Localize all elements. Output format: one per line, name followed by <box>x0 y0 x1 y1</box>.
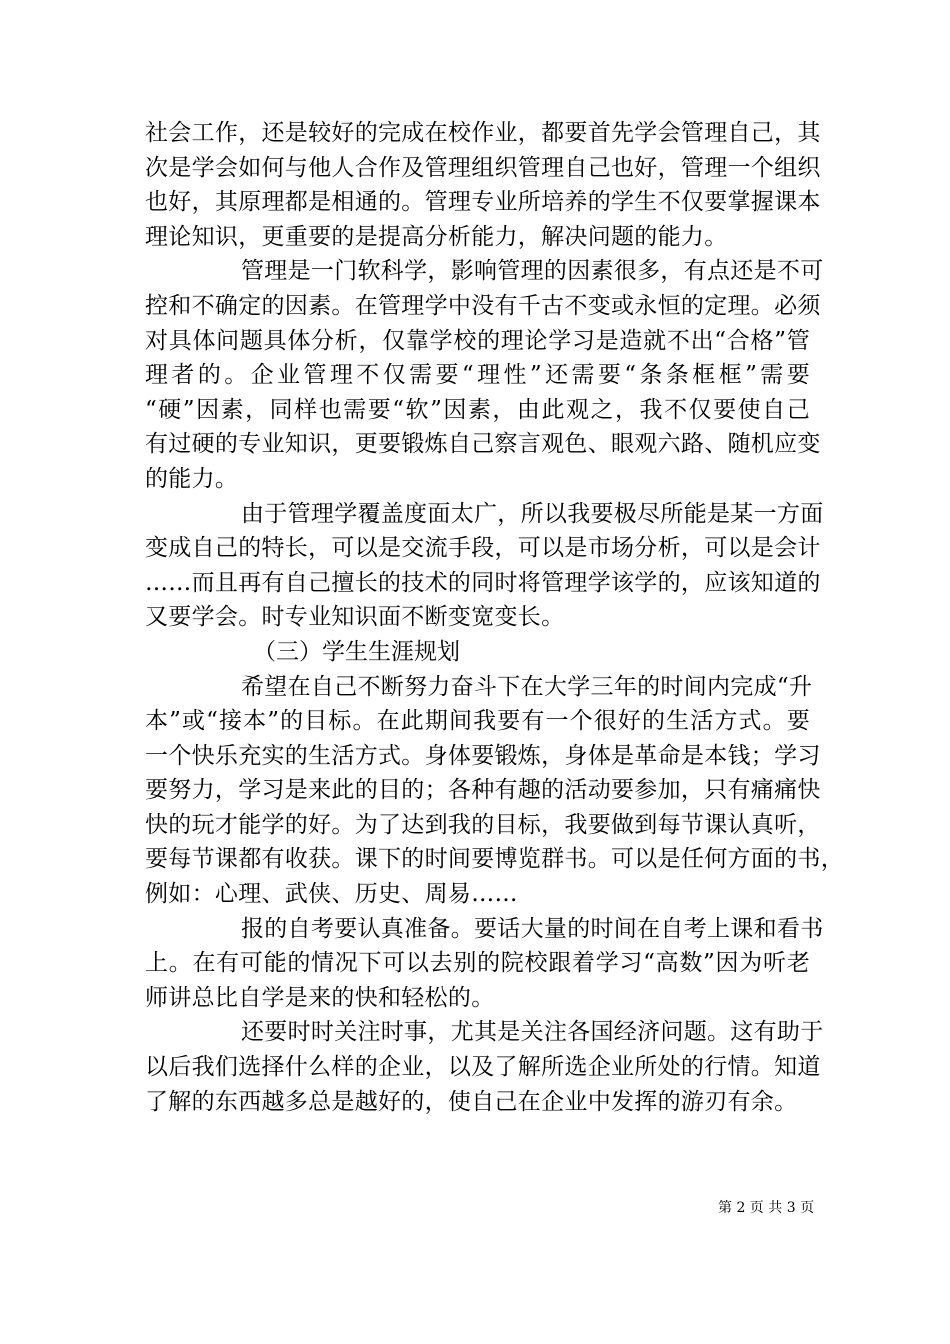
text-line: 对具体问题具体分析，仅靠学校的理论学习是造就不出“合格”管 <box>145 327 810 354</box>
text-line: 的能力。 <box>145 465 239 492</box>
text-line: 也好，其原理都是相通的。管理专业所培养的学生不仅要掌握课本 <box>145 189 821 216</box>
text-line: 了解的东西越多总是越好的，使自己在企业中发挥的游刃有余。 <box>145 1088 798 1115</box>
text-line: 有过硬的专业知识，更要锻炼自己察言观色、眼观六路、随机应变 <box>145 431 821 458</box>
text-line: 上。在有可能的情况下可以去别的院校跟着学习“高数”因为听老 <box>145 950 810 977</box>
paragraph <box>145 254 824 496</box>
text-line: 社会工作，还是较好的完成在校作业，都要首先学会管理自己，其 <box>145 120 821 146</box>
paragraph <box>145 116 821 254</box>
text-line: “硬”因素，同样也需要“软”因素，由此观之，我不仅要使自己 <box>145 396 810 423</box>
text-line: 以后我们选择什么样的企业，以及了解所选企业所处的行情。知道 <box>145 1054 821 1081</box>
text-line: 快的玩才能学的好。为了达到我的目标，我要做到每节课认真听， <box>145 811 821 838</box>
text-line: 理者的。企业管理不仅需要“理性”还需要“条条框框”需要 <box>145 362 810 389</box>
text-line: 控和不确定的因素。在管理学中没有千古不变或永恒的定理。必须 <box>145 292 821 319</box>
text-line: 理论知识，更重要的是提高分析能力，解决问题的能力。 <box>145 223 728 250</box>
text-line: 希望在自己不断努力奋斗下在大学三年的时间内完成“升 <box>241 673 813 700</box>
text-line: 要每节课都有收获。课下的时间要博览群书。可以是任何方面的书， <box>145 846 844 873</box>
page-number-footer: 第 2 页 共 3 页 <box>718 1200 815 1216</box>
paragraph <box>145 497 824 635</box>
text-line: 例如：心理、武侠、历史、周易…… <box>145 881 518 908</box>
text-line: 要努力，学习是来此的目的；各种有趣的活动要参加，只有痛痛快 <box>145 777 821 804</box>
document-body <box>145 116 844 1119</box>
text-line: 又要学会。时专业知识面不断变宽变长。 <box>145 604 565 631</box>
text-line: 本”或“接本”的目标。在此期间我要有一个很好的生活方式。要 <box>145 708 810 735</box>
text-line: 变成自己的特长，可以是交流手段，可以是市场分析，可以是会计 <box>145 535 821 562</box>
paragraph <box>145 1015 824 1119</box>
text-line: 一个快乐充实的生活方式。身体要锻炼，身体是革命是本钱；学习 <box>145 742 821 769</box>
text-line: 由于管理学覆盖度面太广，所以我要极尽所能是某一方面 <box>241 500 824 527</box>
text-line: 管理是一门软科学，影响管理的因素很多，有点还是不可 <box>241 258 824 285</box>
text-line: 还要时时关注时事，尤其是关注各国经济问题。这有助于 <box>241 1019 824 1046</box>
section-heading: （三）学生生涯规划 <box>253 638 460 665</box>
text-line: 报的自考要认真准备。要话大量的时间在自考上课和看书 <box>241 915 824 942</box>
text-line: ……而且再有自己擅长的技术的同时将管理学该学的，应该知道的 <box>145 569 821 596</box>
paragraph <box>145 912 824 1016</box>
paragraph <box>145 670 844 912</box>
text-line: 次是学会如何与他人合作及管理组织管理自己也好，管理一个组织 <box>145 154 821 181</box>
text-line: 师讲总比自学是来的快和轻松的。 <box>145 984 495 1011</box>
